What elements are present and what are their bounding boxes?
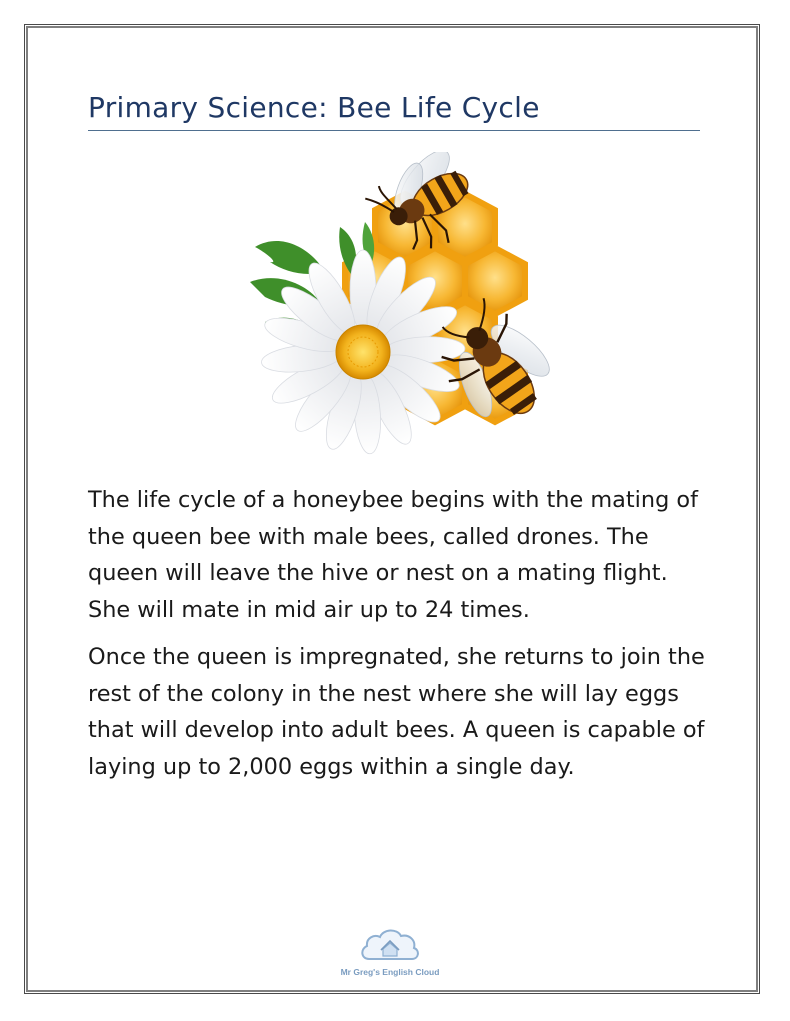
paragraph: The life cycle of a honeybee begins with the mating of the queen bee with male bees, called drones. The queen will leave the hive or nest on a mating flight. She will mate in mid air up to 24 times. [88, 487, 699, 623]
paragraph: Once the queen is impregnated, she returns to join the rest of the colony in the nest where she will lay eggs that will develop into adult bees. A queen is capable of laying up to 2,000 eggs within a single day. [88, 644, 705, 780]
page-title: Primary Science: Bee Life Cycle [88, 91, 540, 124]
cloud-logo-icon [359, 925, 421, 965]
body-text [88, 482, 713, 796]
title-underline [88, 130, 700, 131]
bees-honeycomb-daisy-illustration [225, 152, 560, 457]
logo-text: Mr Greg's English Cloud [340, 967, 440, 977]
footer-logo [330, 925, 450, 985]
